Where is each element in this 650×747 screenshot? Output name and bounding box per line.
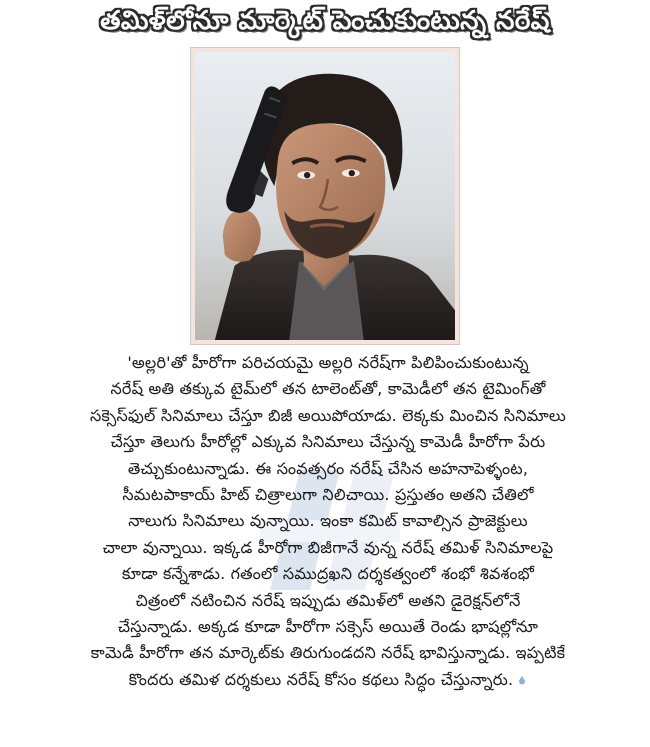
article-line-last xyxy=(28,667,628,693)
article-line: కామెడీ హీరోగా తన మార్కెట్‌కు తిరుగుండదని నరేష్ భావిస్తున్నాడు. ఇప్పటికే xyxy=(90,643,566,663)
article-line: చాలా వున్నాయి. ఇక్కడ హీరోగా బిజీగానే వున్న నరేష్ తమిళ్ సినిమాలపై xyxy=(102,537,554,557)
article-body xyxy=(28,350,628,693)
article-line: తెచ్చుకుంటున్నాడు. ఈ సంవత్సరం నరేష్ చేసిన అహనాపెళ్ళంట, xyxy=(127,458,529,478)
article-line: సీమటపాకాయ్ హిట్ చిత్రాలుగా నిలిచాయి. ప్రస్తుతం అతని చేతిలో xyxy=(122,485,534,505)
article-line: నాలుగు సినిమాలు వున్నాయి. ఇంకా కమిట్ కావాల్సిన ప్రాజెక్టులు xyxy=(128,511,528,531)
photo-frame xyxy=(190,47,460,345)
article-line: సక్సెస్‌ఫుల్ సినిమాలు చేస్తూ బిజీ అయిపోయాడు. లెక్కకు మించిన సినిమాలు xyxy=(89,405,567,425)
actor-photo xyxy=(195,52,455,340)
article-line: చేస్తున్నాడు. అక్కడ కూడా హీరోగా సక్సెస్ అయితే రెండు భాషల్లోనూ xyxy=(117,617,539,637)
water-drop-icon xyxy=(517,675,527,685)
article-line: నరేష్ అతి తక్కువ టైమ్‌లో తన టాలెంట్‌తో, కామెడీలో తన టైమింగ్‌తో xyxy=(110,379,546,399)
article-line: కూడా కన్నేశాడు. గతంలో సముద్రఖని దర్శకత్వంలో శంభో శివశంభో xyxy=(121,564,535,584)
article-line-text: కొందరు తమిళ దర్శకులు నరేష్ కోసం కథలు సిద్ధం చేస్తున్నారు. xyxy=(128,669,514,689)
article-line: చిత్రంలో నటించిన నరేష్ ఇప్పుడు తమిళ్‌లో అతని డైరెక్షన్‌లోనే xyxy=(135,590,521,610)
page-title: తమిళ్‌లోనూ మార్కెట్ పెంచుకుంటున్న నరేష్ xyxy=(100,6,550,36)
article-line: చేస్తూ తెలుగు హీరోల్లో ఎక్కువ సినిమాలు చేస్తున్న కామెడీ హీరోగా పేరు xyxy=(110,432,546,452)
headline-bar xyxy=(8,5,642,43)
article-line: 'అల్లరి'తో హీరోగా పరిచయమై అల్లరి నరేష్‌గా పిలిపించుకుంటున్న xyxy=(127,353,529,372)
